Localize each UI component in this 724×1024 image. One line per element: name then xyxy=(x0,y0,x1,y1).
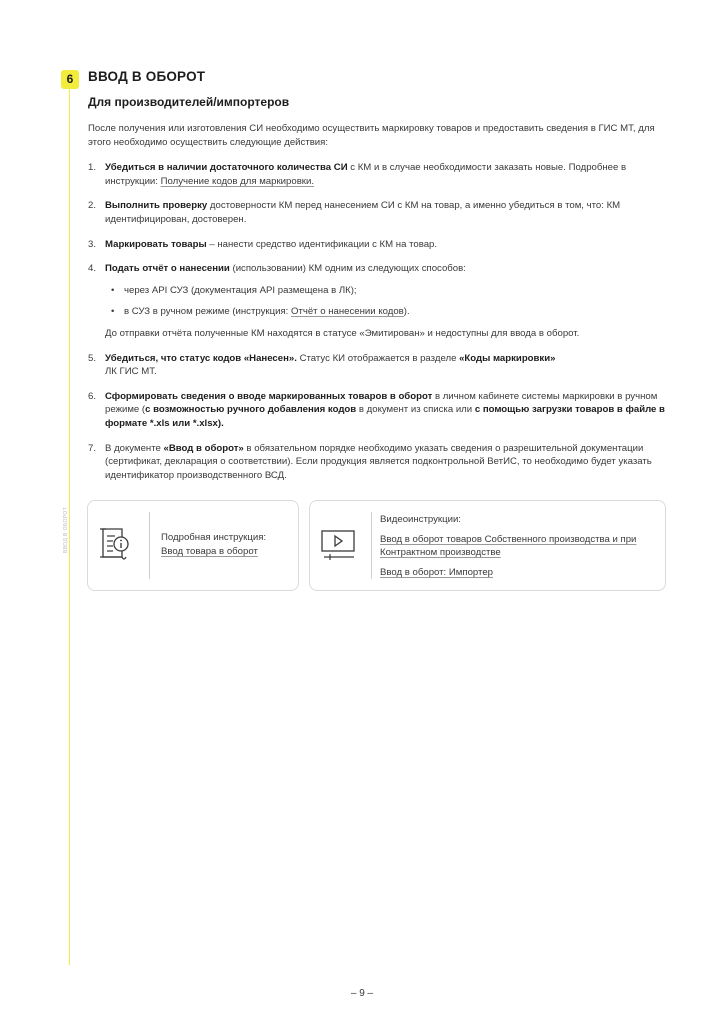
step-item xyxy=(88,161,668,188)
step-text: в личном кабинете системы маркировки в ручном режиме ( xyxy=(105,390,658,416)
step-bold-text: «Коды маркировки» xyxy=(459,352,556,364)
side-section-label: ВВОД В ОБОРОТ xyxy=(63,506,69,553)
step-bold-text: Сформировать сведения о вводе маркированных товаров в оборот xyxy=(105,390,433,402)
step-text: (использовании) КМ одним из следующих способов: xyxy=(229,263,466,275)
video-card-text xyxy=(380,513,662,579)
intro-paragraph: После получения или изготовления СИ необходимо осуществить маркировку товаров и предоставить сведения в ГИС МТ, для этого необходимо осуществить следующие действия: xyxy=(88,123,655,148)
step-text: В документе xyxy=(105,442,164,454)
step-bold-text: Подать отчёт о нанесении xyxy=(105,263,230,275)
step-text: достоверности КМ перед нанесением СИ с КМ на товар, а именно убедиться в том, что: КМ идентифицирован, достоверен. xyxy=(105,200,621,225)
link-report-codes[interactable]: Отчёт о нанесении кодов xyxy=(290,306,404,318)
step-bold-text: Маркировать товары xyxy=(105,238,207,250)
video-label: Видеоинструкции: xyxy=(380,514,461,525)
step-bold-text: Убедиться в наличии достаточного количества СИ xyxy=(105,162,348,174)
video-play-icon xyxy=(320,527,356,563)
step-item xyxy=(88,390,668,431)
step-bold-text: Выполнить проверку xyxy=(105,200,208,212)
step-number: 2. xyxy=(88,200,97,212)
card-divider xyxy=(371,512,372,579)
steps-list xyxy=(88,161,668,482)
step-number-badge: 6 xyxy=(61,70,79,89)
sub-item-text: ). xyxy=(403,306,410,318)
step-number: 1. xyxy=(88,162,97,174)
link-video-importer[interactable]: Ввод в оборот: Импортер xyxy=(380,566,493,578)
side-accent-line xyxy=(69,75,70,965)
link-goods-into-circulation[interactable]: Ввод товара в оборот xyxy=(161,545,258,557)
step-bold-text: «Ввод в оборот» xyxy=(163,442,244,454)
step-text: ЛК ГИС МТ. xyxy=(105,366,157,378)
step-bold-text: с возможностью ручного добавления кодов xyxy=(145,404,357,416)
step-note: До отправки отчёта полученные КМ находятся в статусе «Эмитирован» и недоступны для ввода в оборот. xyxy=(105,327,580,339)
step-item xyxy=(88,199,668,226)
video-instructions-card xyxy=(309,500,666,591)
step-text: с КМ и в случае необходимости заказать новые. Подробнее в инструкции: xyxy=(105,162,627,187)
instruction-label: Подробная инструкция: xyxy=(161,532,267,543)
step-text: Статус КИ отображается в разделе xyxy=(296,352,460,364)
document-info-icon xyxy=(98,525,132,563)
link-get-codes[interactable]: Получение кодов для маркировки. xyxy=(160,175,315,187)
sub-item-text: через API СУЗ (документация API размещена в ЛК); xyxy=(124,284,357,296)
step-text: в документ из списка или xyxy=(356,404,475,416)
bullet-icon: • xyxy=(111,284,115,296)
step-bold-text: Убедиться, что статус кодов «Нанесен». xyxy=(105,352,297,364)
step-bold-text: с помощью загрузки товаров в файле в формате *.xls или *.xlsx). xyxy=(105,404,665,429)
sub-item-text: в СУЗ в ручном режиме (инструкция: xyxy=(124,306,291,318)
step-item xyxy=(88,442,668,483)
card-divider xyxy=(149,512,150,579)
step-item xyxy=(88,262,668,340)
step-number: 3. xyxy=(88,238,97,250)
step-item xyxy=(88,352,668,379)
step-number: 7. xyxy=(88,442,97,454)
instruction-card-text xyxy=(161,531,293,558)
report-methods-list xyxy=(111,284,668,319)
section-subtitle: Для производителей/импортеров xyxy=(88,95,290,109)
sub-list-item xyxy=(111,284,668,298)
step-number: 6. xyxy=(88,390,97,402)
instructions-content xyxy=(88,122,668,493)
page-number: – 9 – xyxy=(350,988,374,999)
instruction-card xyxy=(87,500,299,591)
step-text: – нанести средство идентификации с КМ на товар. xyxy=(206,238,438,250)
step-text: в обязательном порядке необходимо указать сведения о разрешительной документации (сертификат, декларация о соответствии). Если продукция является подконтрольной ВетИС, то необходимо будет указать идентификатор производственного ВСД. xyxy=(105,442,652,481)
step-item xyxy=(88,238,668,252)
step-number: 4. xyxy=(88,263,97,275)
bullet-icon: • xyxy=(111,306,115,318)
step-number: 5. xyxy=(88,352,97,364)
link-video-own-production[interactable]: Ввод в оборот товаров Собственного производства и при Контрактном производстве xyxy=(380,533,637,559)
section-title: ВВОД В ОБОРОТ xyxy=(88,69,206,84)
sub-list-item xyxy=(111,305,668,319)
